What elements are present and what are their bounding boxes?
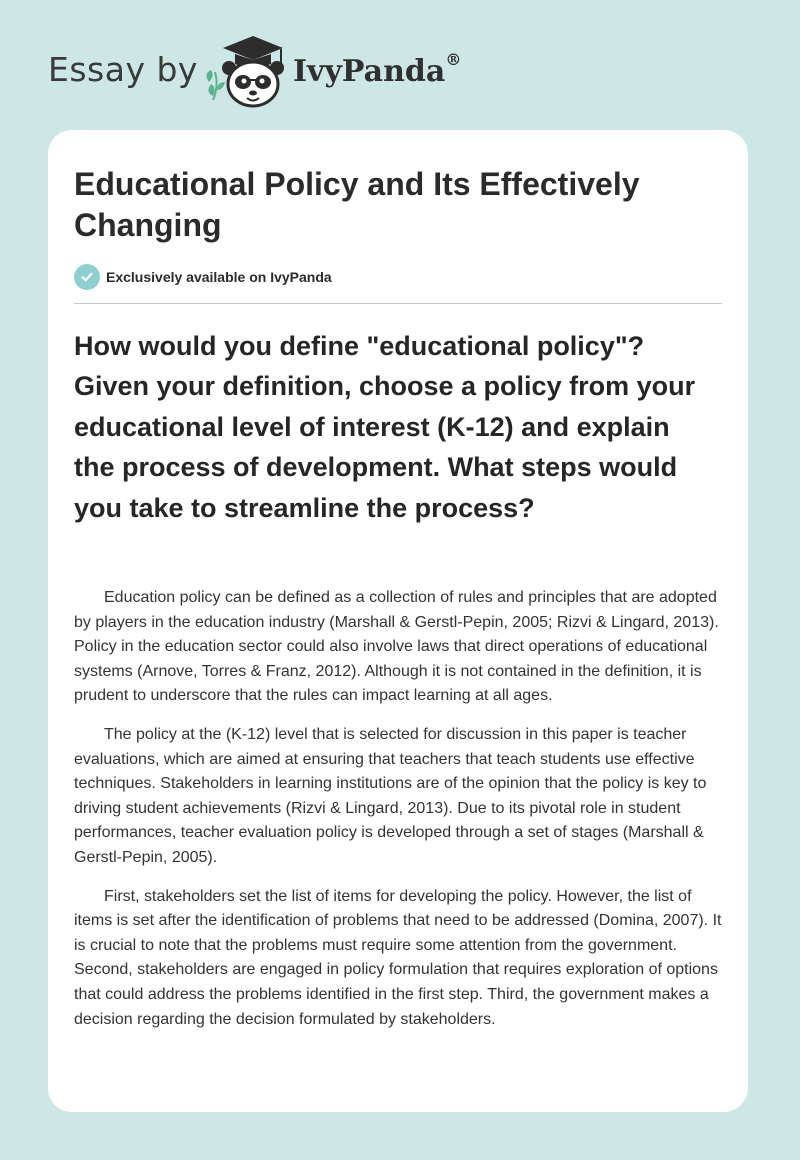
registered-mark: ® [445,50,462,69]
essay-title: Educational Policy and Its Effectively Changing [74,166,640,243]
check-icon [74,264,100,290]
paragraph: The policy at the (K-12) level that is selected for discussion in this paper is teacher evaluations, which are aimed at ensuring that teachers that teach students use effective techniques. Stakeholders in learning institutions are of the opinion that the policy is key to driving student achievements (Rizvi & Lingard, 2013). Due to its pivotal role in student performances, teacher evaluation policy is developed through a set of stages (Marshall & Gerstl-Pepin, 2005). [74,725,707,866]
exclusive-badge [74,264,332,290]
essay-card [48,130,748,1112]
essay-by-label: Essay by [48,50,198,89]
panda-graduate-logo-icon[interactable] [203,30,288,110]
essay-body [74,586,724,1046]
exclusive-badge-label: Exclusively available on IvyPanda [106,269,332,285]
brand-name[interactable] [293,50,462,89]
title-divider [74,303,722,304]
paragraph: Education policy can be defined as a collection of rules and principles that are adopted by players in the education industry (Marshall & Gerstl-Pepin, 2005; Rizvi & Lingard, 2013). Policy in the education sector could also involve laws that direct operations of educational systems (Arnove, Torres & Franz, 2012). Although it is not contained in the definition, it is prudent to underscore that the rules can impact learning at all ages. [74,589,719,705]
paragraph: First, stakeholders set the list of items for developing the policy. However, the list of items is set after the identification of problems that need to be addressed (Domina, 2007). It is crucial to note that the problems must require some attention from the government. Second, stakeholders are engaged in policy formulation that requires exploration of options that could address the problems identified in the first step. Third, the government makes a decision regarding the decision formulated by stakeholders. [74,887,722,1028]
essay-question: How would you define "educational policy"? Given your definition, choose a policy from your educational level of interest (K-12) and explain the process of development. What steps would you take to streamline the process? [74,331,696,523]
brand-label: IvyPanda [293,54,446,89]
site-header [48,30,748,120]
